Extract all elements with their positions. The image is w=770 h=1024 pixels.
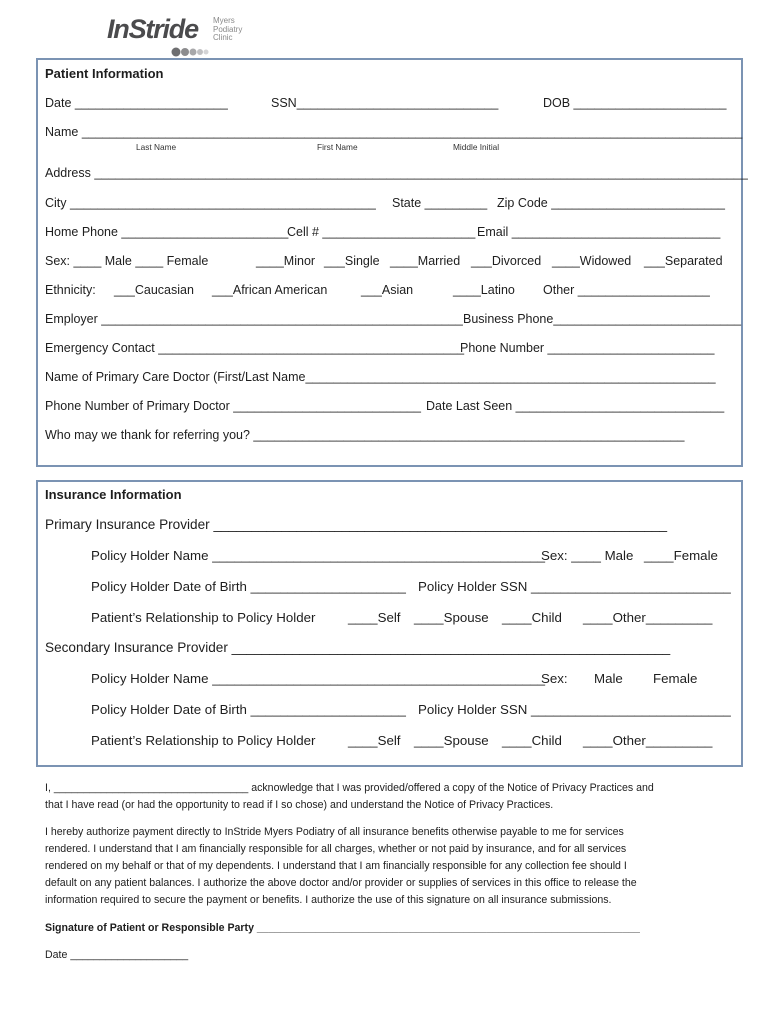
ssn-field[interactable]: SSN_____________________________ bbox=[271, 96, 499, 110]
policy-holder-sex-female-option[interactable]: Female bbox=[653, 671, 698, 686]
policy-holder-ssn-field[interactable]: Policy Holder SSN ___________________________ bbox=[418, 702, 731, 717]
authorization-paragraph-line: default on any patient balances. I authorize the above doctor and/or provider or supplies of services in this office to release the bbox=[45, 877, 637, 889]
privacy-acknowledgement-line[interactable]: I, _________________________________ acknowledge that I was provided/offered a copy of the Notice of Privacy Practices and bbox=[45, 782, 654, 794]
policy-holder-sex-female-option[interactable]: ____Female bbox=[644, 548, 718, 563]
asian-option[interactable]: ___Asian bbox=[361, 283, 414, 297]
relationship-spouse-option[interactable]: ____Spouse bbox=[414, 733, 489, 748]
relationship-self-option[interactable]: ____Self bbox=[348, 610, 401, 625]
zip-code-field[interactable]: Zip Code _________________________ bbox=[497, 196, 725, 210]
authorization-paragraph-line: rendered on my behalf or that of my dependents. I understand that I am financially responsible for any collection fee should I bbox=[45, 860, 627, 872]
logo-wordmark: InStride bbox=[107, 14, 198, 44]
dob-field[interactable]: DOB ______________________ bbox=[543, 96, 727, 110]
latino-option[interactable]: ____Latino bbox=[453, 283, 515, 297]
other-ethnicity-field[interactable]: Other ___________________ bbox=[543, 283, 710, 297]
minor-option[interactable]: ____Minor bbox=[256, 254, 316, 268]
ethnicity-label: Ethnicity: bbox=[45, 283, 96, 297]
primary-care-doctor-field[interactable]: Name of Primary Care Doctor (First/Last Name___________________________________________________________ bbox=[45, 370, 716, 384]
caucasian-option[interactable]: ___Caucasian bbox=[114, 283, 194, 297]
logo-sub-line: Podiatry bbox=[213, 24, 243, 34]
name-field[interactable]: Name _______________________________________________________________________________________________ bbox=[45, 125, 743, 139]
relationship-other-option[interactable]: ____Other_________ bbox=[583, 610, 713, 625]
primary-insurance-provider-field[interactable]: Primary Insurance Provider ____________________________________________________________ bbox=[45, 517, 668, 532]
relationship-other-option[interactable]: ____Other_________ bbox=[583, 733, 713, 748]
widowed-option[interactable]: ____Widowed bbox=[552, 254, 632, 268]
relationship-spouse-option[interactable]: ____Spouse bbox=[414, 610, 489, 625]
policy-holder-dob-field[interactable]: Policy Holder Date of Birth _____________________ bbox=[91, 579, 406, 594]
policy-holder-sex-male-option[interactable]: Male bbox=[594, 671, 623, 686]
date-last-seen-field[interactable]: Date Last Seen ______________________________ bbox=[426, 399, 725, 413]
emergency-contact-field[interactable]: Emergency Contact ____________________________________________ bbox=[45, 341, 465, 355]
relationship-self-option[interactable]: ____Self bbox=[348, 733, 401, 748]
policy-holder-ssn-field[interactable]: Policy Holder SSN ___________________________ bbox=[418, 579, 731, 594]
logo-sub-line: Myers bbox=[213, 16, 235, 25]
section-title: Patient Information bbox=[45, 66, 164, 81]
last-name-caption: Last Name bbox=[136, 142, 177, 152]
policy-holder-sex-male-option[interactable]: Sex: ____ Male bbox=[541, 548, 634, 563]
african-american-option[interactable]: ___African American bbox=[212, 283, 328, 297]
primary-doctor-phone-field[interactable]: Phone Number of Primary Doctor ___________________________ bbox=[45, 399, 421, 413]
logo-sub-line: Clinic bbox=[213, 33, 233, 42]
emergency-phone-field[interactable]: Phone Number ________________________ bbox=[460, 341, 715, 355]
date-field[interactable]: Date ______________________ bbox=[45, 96, 228, 110]
email-field[interactable]: Email ______________________________ bbox=[477, 225, 721, 239]
authorization-paragraph-line: information required to secure the payment or benefits. I authorize the use of this signature on all insurance submissions. bbox=[45, 894, 612, 906]
policy-holder-name-field[interactable]: Policy Holder Name _____________________________________________ bbox=[91, 548, 545, 563]
first-name-caption: First Name bbox=[317, 142, 358, 152]
sex-options[interactable]: Sex: ____ Male ____ Female bbox=[45, 254, 209, 268]
married-option[interactable]: ____Married bbox=[390, 254, 461, 268]
employer-field[interactable]: Employer ____________________________________________________ bbox=[45, 312, 463, 326]
city-field[interactable]: City ____________________________________________ bbox=[45, 196, 376, 210]
relationship-label: Patient’s Relationship to Policy Holder bbox=[91, 610, 316, 625]
privacy-acknowledgement-line: that I have read (or had the opportunity to read if I so chose) and understand the Notice of Privacy Practices. bbox=[45, 799, 554, 811]
state-field[interactable]: State _________ bbox=[392, 196, 488, 210]
business-phone-field[interactable]: Business Phone___________________________ bbox=[463, 312, 742, 326]
signature-field[interactable]: Signature of Patient or Responsible Party _________________________________________________________________ bbox=[45, 922, 640, 934]
cell-phone-field[interactable]: Cell # ______________________ bbox=[287, 225, 476, 239]
section-title: Insurance Information bbox=[45, 487, 182, 502]
policy-holder-dob-field[interactable]: Policy Holder Date of Birth _____________________ bbox=[91, 702, 406, 717]
relationship-child-option[interactable]: ____Child bbox=[502, 733, 562, 748]
authorization-paragraph-line: I hereby authorize payment directly to InStride Myers Podiatry of all insurance benefits otherwise payable to me for services bbox=[45, 826, 624, 838]
relationship-label: Patient’s Relationship to Policy Holder bbox=[91, 733, 316, 748]
middle-initial-caption: Middle Initial bbox=[453, 142, 500, 152]
authorization-paragraph-line: rendered. I understand that I am financially responsible for all charges, whether or not paid by insurance, and for all services bbox=[45, 843, 627, 855]
secondary-insurance-provider-field[interactable]: Secondary Insurance Provider __________________________________________________________ bbox=[45, 640, 671, 655]
referral-field[interactable]: Who may we thank for referring you? ______________________________________________________________ bbox=[45, 428, 685, 442]
policy-holder-name-field[interactable]: Policy Holder Name _____________________________________________ bbox=[91, 671, 545, 686]
address-field[interactable]: Address ______________________________________________________________________________________________ bbox=[45, 166, 748, 180]
logo-dots-icon bbox=[171, 47, 231, 57]
logo-subtitle bbox=[213, 17, 242, 43]
home-phone-field[interactable]: Home Phone ________________________ bbox=[45, 225, 289, 239]
single-option[interactable]: ___Single bbox=[324, 254, 380, 268]
separated-option[interactable]: ___Separated bbox=[644, 254, 723, 268]
policy-holder-sex-label: Sex: bbox=[541, 671, 568, 686]
signature-date-field[interactable]: Date ____________________ bbox=[45, 949, 189, 961]
divorced-option[interactable]: ___Divorced bbox=[471, 254, 542, 268]
relationship-child-option[interactable]: ____Child bbox=[502, 610, 562, 625]
clinic-logo bbox=[107, 14, 267, 52]
